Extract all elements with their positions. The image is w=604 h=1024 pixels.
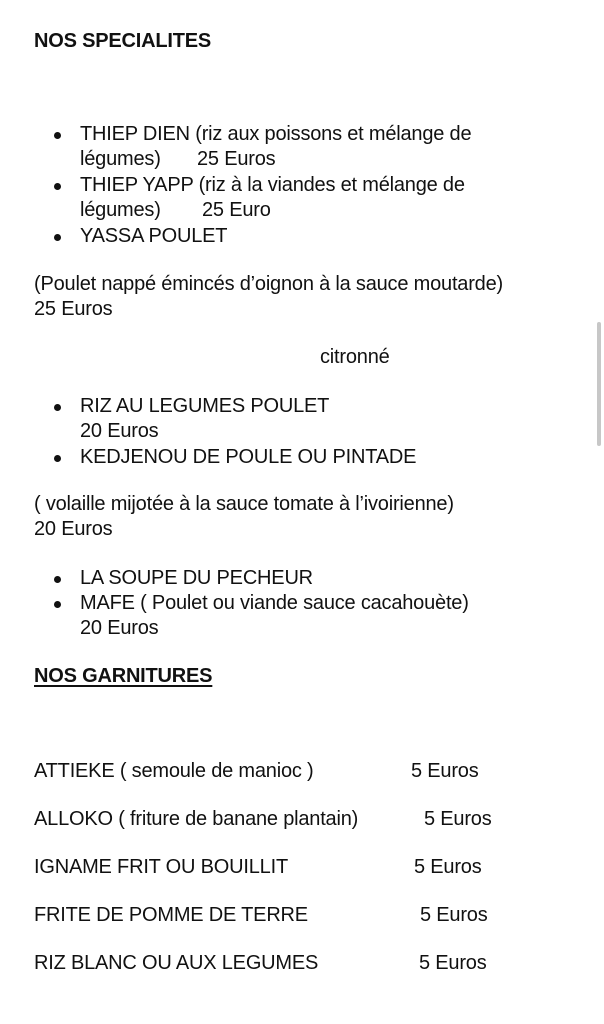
garniture-price: 5 Euros	[419, 952, 487, 974]
kedjenou-price: 20 Euros	[34, 518, 113, 540]
bullet-icon	[54, 404, 61, 411]
thiep-yapp-line2: légumes)	[80, 199, 161, 221]
riz-legumes-price: 20 Euros	[80, 420, 159, 442]
garniture-name: RIZ BLANC OU AUX LEGUMES	[34, 952, 319, 974]
garniture-name: ALLOKO ( friture de banane plantain)	[34, 808, 359, 830]
garniture-price: 5 Euros	[414, 856, 482, 878]
riz-legumes-title: RIZ AU LEGUMES POULET	[80, 395, 330, 417]
thiep-dien-line2: légumes)	[80, 148, 161, 170]
citronne-text: citronné	[320, 346, 390, 368]
garniture-name: FRITE DE POMME DE TERRE	[34, 904, 308, 926]
bullet-icon	[54, 132, 61, 139]
thiep-yapp-price: 25 Euro	[202, 199, 271, 221]
garniture-name: IGNAME FRIT OU BOUILLIT	[34, 856, 288, 878]
thiep-dien-title: THIEP DIEN (riz aux poissons et mélange de	[80, 123, 472, 145]
garniture-price: 5 Euros	[411, 760, 479, 782]
bullet-icon	[54, 183, 61, 190]
garnitures-heading: NOS GARNITURES	[34, 665, 213, 687]
soupe-pecheur-title: LA SOUPE DU PECHEUR	[80, 567, 313, 589]
bullet-icon	[54, 576, 61, 583]
thiep-dien-price: 25 Euros	[197, 148, 276, 170]
mafe-title: MAFE ( Poulet ou viande sauce cacahouète)	[80, 592, 469, 614]
kedjenou-title: KEDJENOU DE POULE OU PINTADE	[80, 446, 417, 468]
specialites-heading: NOS SPECIALITES	[34, 30, 212, 52]
thiep-yapp-title: THIEP YAPP (riz à la viandes et mélange de	[80, 174, 465, 196]
vertical-scrollbar[interactable]	[597, 322, 601, 446]
garniture-price: 5 Euros	[420, 904, 488, 926]
yassa-description: (Poulet nappé émincés d’oignon à la sauce moutarde)	[34, 273, 503, 295]
garniture-name: ATTIEKE ( semoule de manioc )	[34, 760, 314, 782]
mafe-price: 20 Euros	[80, 617, 159, 639]
kedjenou-description: ( volaille mijotée à la sauce tomate à l’ivoirienne)	[34, 493, 454, 515]
bullet-icon	[54, 455, 61, 462]
bullet-icon	[54, 234, 61, 241]
bullet-icon	[54, 601, 61, 608]
yassa-price: 25 Euros	[34, 298, 113, 320]
yassa-title: YASSA POULET	[80, 225, 228, 247]
garniture-price: 5 Euros	[424, 808, 492, 830]
